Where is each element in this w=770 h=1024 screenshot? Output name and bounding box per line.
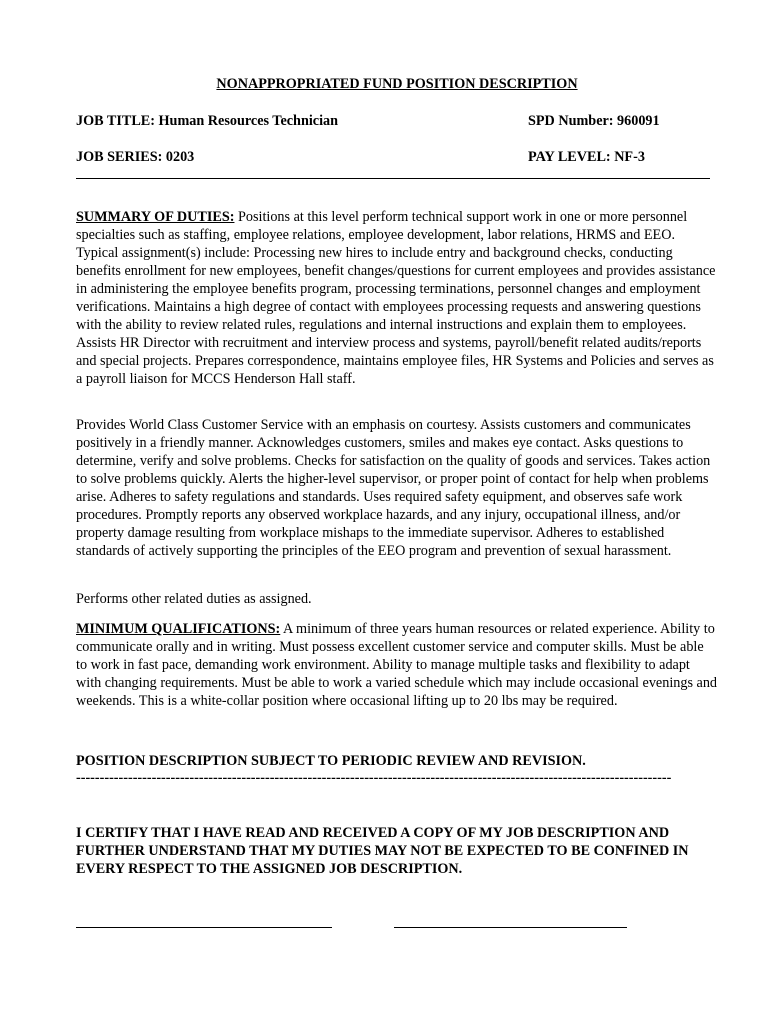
date-line[interactable] [394, 927, 627, 928]
pay-level: PAY LEVEL: NF-3 [528, 149, 645, 165]
summary-heading: SUMMARY OF DUTIES: [76, 209, 235, 225]
summary-paragraph [76, 208, 718, 388]
job-title-row [76, 112, 710, 130]
job-series-row [76, 148, 710, 166]
customer-service-paragraph: Provides World Class Customer Service with an emphasis on courtesy. Assists customers and communicates positively in a friendly manner. Acknowledges customers, smiles and makes eye contact. Asks questions to determine, verify and solve problems. Checks for satisfaction on the quality of goods and services. Takes action to solve problems quickly. Alerts the higher-level supervisor, or proper point of contact for help when problems arise. Adheres to safety regulations and standards. Uses required safety equipment, and observes safe work procedures. Promptly reports any observed workplace hazards, and any injury, occupational illness, and/or property damage resulting from workplace mishaps to the immediate supervisor. Adheres to established standards of actively supporting the principles of the EEO program and prevention of sexual harassment. [76, 417, 711, 559]
job-series: JOB SERIES: 0203 [76, 149, 195, 165]
other-duties-paragraph: Performs other related duties as assigned. [76, 591, 312, 607]
header-divider [76, 178, 710, 179]
summary-text: Positions at this level perform technical support work in one or more personnel specialties such as staffing, employee relations, employee development, labor relations, HRMS and EEO. Typical assignment(s) include: Processing new hires to include entry and background checks, conducting benefits enrollment for new employees, benefit changes/questions for current employees and provides assistance in administering the employee benefits program, processing terminations, personnel changes and employment verifications. Maintains a high degree of contact with employees processing requests and answering questions with the ability to review related rules, regulations and internal instructions and explain them to employees. Assists HR Director with recruitment and interview process and systems, payroll/benefit related audits/reports and special projects. Prepares correspondence, maintains employee files, HR Systems and Policies and serves as a payroll liaison for MCCS Henderson Hall staff. [76, 209, 716, 387]
certification-statement: I CERTIFY THAT I HAVE READ AND RECEIVED A COPY OF MY JOB DESCRIPTION AND FURTHER UNDERSTAND THAT MY DUTIES MAY NOT BE EXPECTED TO BE CONFINED IN EVERY RESPECT TO THE ASSIGNED JOB DESCRIPTION. [76, 825, 689, 877]
minimum-qualifications-heading: MINIMUM QUALIFICATIONS: [76, 621, 281, 637]
spd-number: SPD Number: 960091 [528, 113, 660, 129]
minimum-qualifications-text: A minimum of three years human resources or related experience. Ability to communicate orally and in writing. Must possess excellent customer service and computer skills. Must be able to work in fast pace, demanding work environment. Ability to manage multiple tasks and flexibility to adapt with changing requirements. Must be able to work a varied schedule which may include occasional evenings and weekends. This is a white-collar position where occasional lifting up to 20 lbs may be required. [76, 621, 718, 709]
document-title: NONAPPROPRIATED FUND POSITION DESCRIPTION [216, 76, 578, 92]
signature-line[interactable] [76, 927, 332, 928]
minimum-qualifications-paragraph [76, 620, 718, 710]
job-title: JOB TITLE: Human Resources Technician [76, 113, 338, 129]
review-notice: POSITION DESCRIPTION SUBJECT TO PERIODIC REVIEW AND REVISION. [76, 753, 586, 769]
dashed-divider: ------------------------------------------------------------------------------------------------------------------------------ [76, 770, 672, 786]
